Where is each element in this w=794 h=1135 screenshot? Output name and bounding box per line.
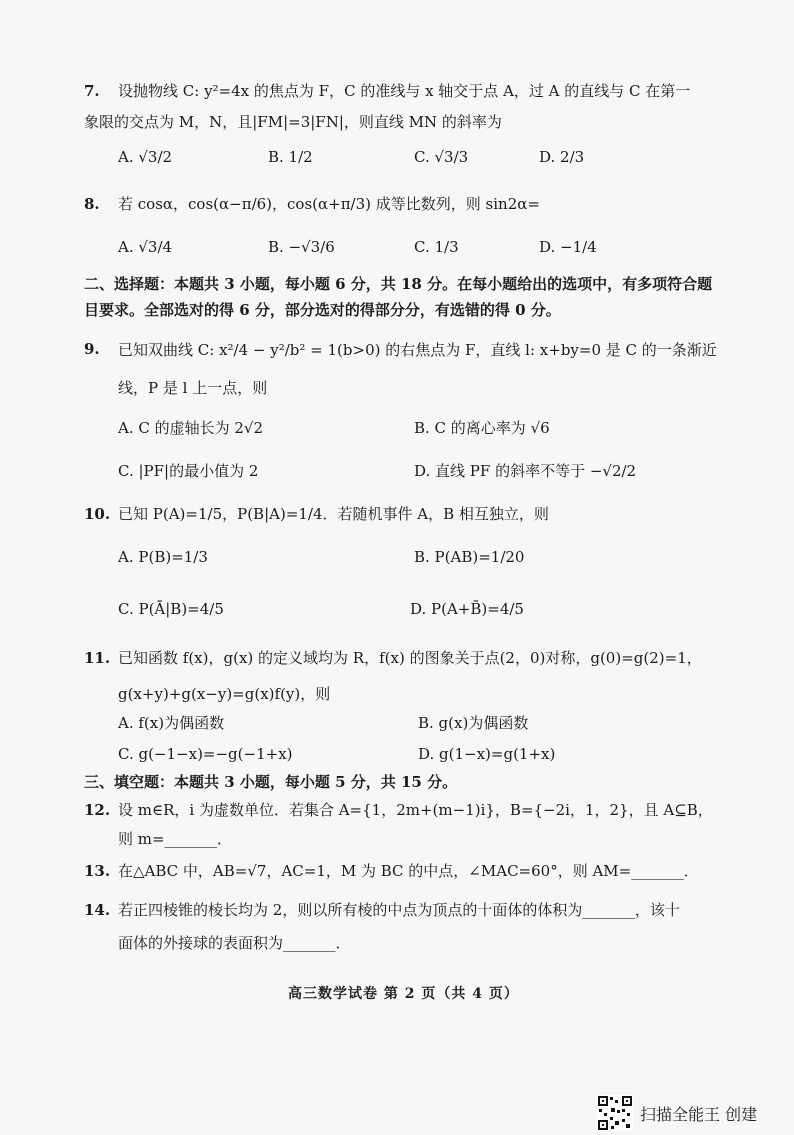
q8-option-b: B. −√3/6 (268, 238, 335, 256)
section-2-instructions: 目要求。全部选对的得 6 分，部分选对的得部分分，有选错的得 0 分。 (84, 301, 561, 319)
q11-option-c: C. g(−1−x)=−g(−1+x) (118, 745, 293, 763)
q7-number: 7. (84, 82, 100, 100)
q11-stem-line1: 已知函数 f(x)，g(x) 的定义域均为 R，f(x) 的图象关于点(2，0)对称，g(0)=g(2)=1， (118, 649, 702, 667)
q11-stem-line2: g(x+y)+g(x−y)=g(x)f(y)，则 (118, 685, 331, 703)
q9-stem-line2: 线，P 是 l 上一点，则 (118, 379, 268, 397)
q10-stem-line1: 已知 P(A)=1/5，P(B|A)=1/4．若随机事件 A，B 相互独立，则 (118, 505, 549, 523)
q8-option-a: A. √3/4 (118, 238, 173, 256)
q13-number: 13. (84, 862, 111, 880)
qr-code-icon (597, 1095, 633, 1131)
q8-option-c: C. 1/3 (414, 238, 459, 256)
q11-option-b: B. g(x)为偶函数 (418, 714, 529, 732)
q8-number: 8. (84, 195, 100, 213)
section-3-heading: 三、填空题：本题共 3 小题，每小题 5 分，共 15 分。 (84, 773, 458, 791)
q12-stem-line2: 则 m=_______． (118, 830, 233, 848)
q7-option-c: C. √3/3 (414, 148, 469, 166)
q7-option-d: D. 2/3 (539, 148, 585, 166)
q9-option-d: D. 直线 PF 的斜率不等于 −√2/2 (414, 462, 637, 480)
q11-option-a: A. f(x)为偶函数 (118, 714, 225, 732)
q11-number: 11. (84, 649, 111, 667)
q14-stem-line2: 面体的外接球的表面积为_______． (118, 934, 351, 952)
q9-option-b: B. C 的离心率为 √6 (414, 419, 550, 437)
q10-option-b: B. P(AB)=1/20 (414, 548, 525, 566)
q12-number: 12. (84, 801, 111, 819)
q9-number: 9. (84, 340, 100, 358)
q11-option-d: D. g(1−x)=g(1+x) (418, 745, 556, 763)
q9-option-c: C. |PF|的最小值为 2 (118, 462, 259, 480)
page-footer: 高三数学试卷 第 2 页（共 4 页） (288, 986, 519, 1002)
section-2-heading: 二、选择题：本题共 3 小题，每小题 6 分，共 18 分。在每小题给出的选项中，有多项符合题 (84, 275, 713, 293)
q10-option-d: D. P(A+B̄)=4/5 (410, 600, 524, 618)
q14-number: 14. (84, 901, 111, 919)
q10-option-c: C. P(Ā|B)=4/5 (118, 600, 224, 618)
q8-stem-line1: 若 cosα，cos(α−π/6)，cos(α+π/3) 成等比数列，则 sin2α= (118, 195, 540, 213)
q7-option-b: B. 1/2 (268, 148, 313, 166)
watermark-text: 扫描全能王 创建 (640, 1105, 758, 1124)
q7-option-a: A. √3/2 (118, 148, 173, 166)
q9-stem-line1: 已知双曲线 C: x²/4 − y²/b² = 1(b>0) 的右焦点为 F，直线 l: x+by=0 是 C 的一条渐近 (118, 341, 717, 359)
q9-option-a: A. C 的虚轴长为 2√2 (118, 419, 264, 437)
q12-stem-line1: 设 m∈R，i 为虚数单位．若集合 A={1，2m+(m−1)i}，B={−2i，1，2}，且 A⊆B， (118, 801, 713, 819)
q14-stem-line1: 若正四棱锥的棱长均为 2，则以所有棱的中点为顶点的十面体的体积为_______，该十 (118, 901, 680, 919)
q8-option-d: D. −1/4 (539, 238, 597, 256)
q10-number: 10. (84, 505, 111, 523)
q10-option-a: A. P(B)=1/3 (118, 548, 208, 566)
q13-stem-line1: 在△ABC 中，AB=√7，AC=1，M 为 BC 的中点，∠MAC=60°，则 AM=_______． (118, 862, 699, 880)
q7-stem-line1: 设抛物线 C: y²=4x 的焦点为 F，C 的准线与 x 轴交于点 A，过 A 的直线与 C 在第一 (118, 82, 691, 100)
q7-stem-line2: 象限的交点为 M，N，且|FM|=3|FN|，则直线 MN 的斜率为 (84, 113, 502, 131)
